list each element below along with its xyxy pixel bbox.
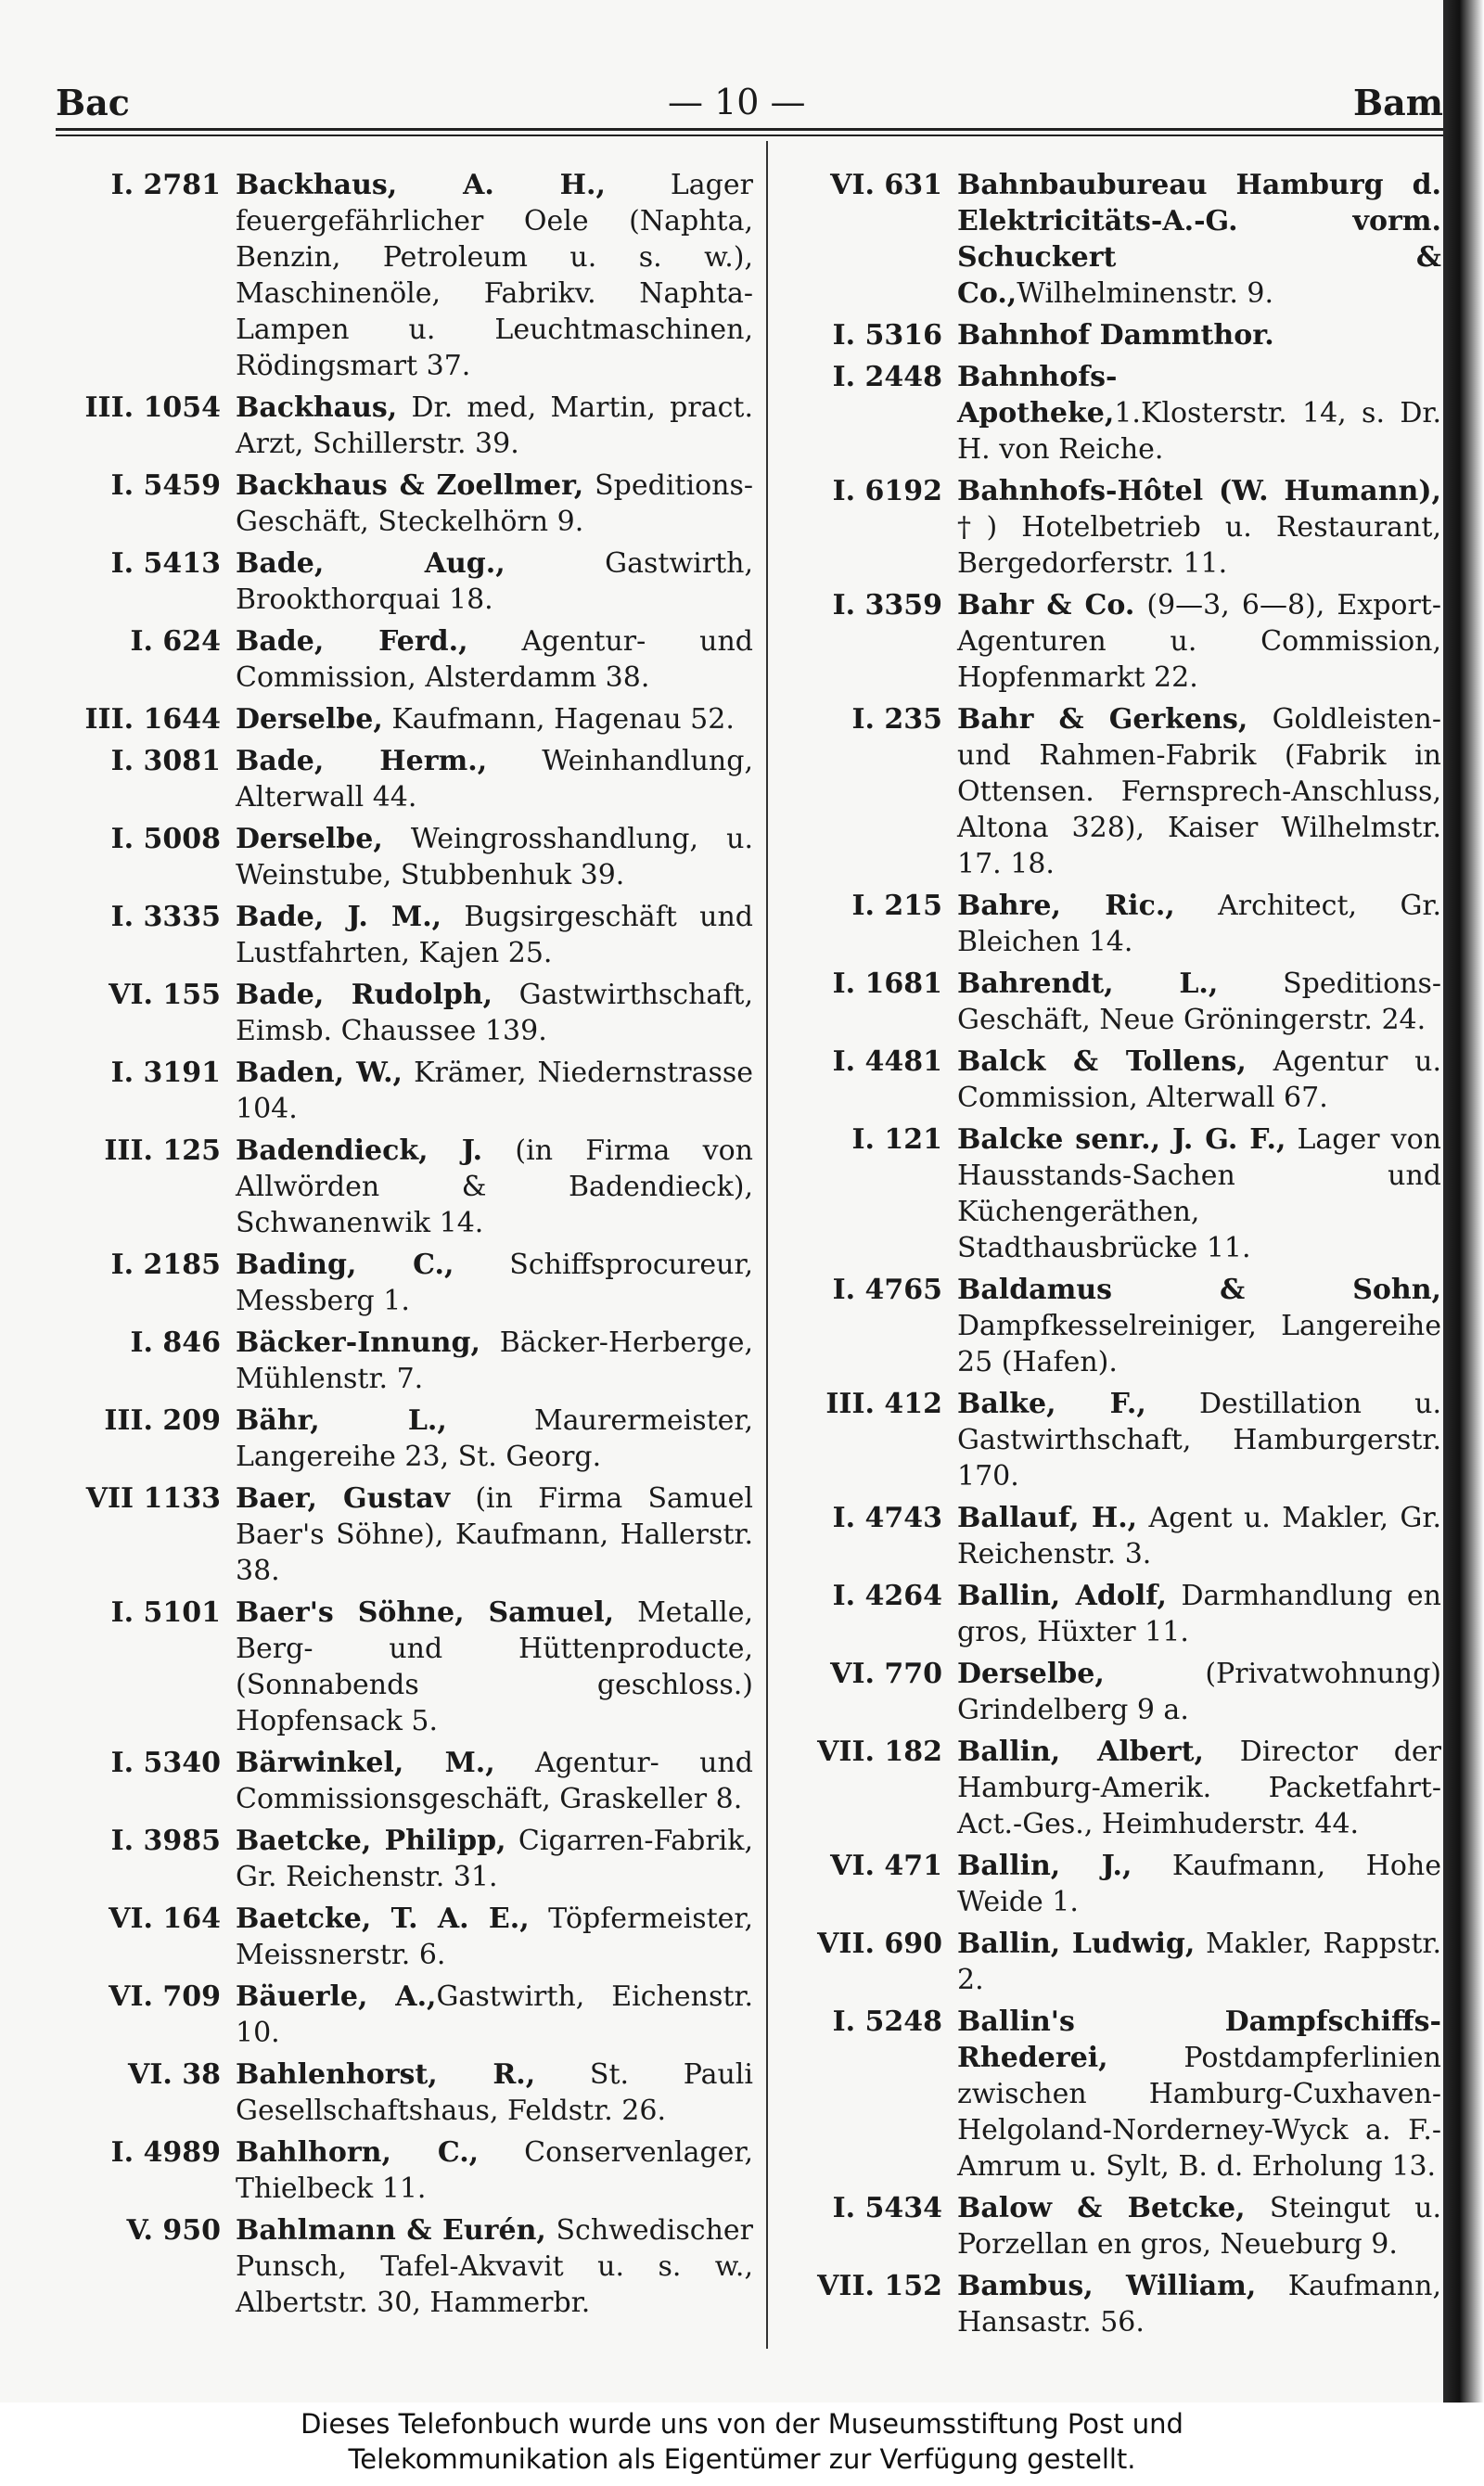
entry-description: Wilhelminenstr. 9.	[1017, 277, 1274, 310]
directory-entry	[777, 317, 1441, 353]
entry-text	[236, 743, 753, 815]
entry-description: Cigarren-Fabrik, Gr. Reichenstr. 31.	[236, 1825, 753, 1893]
directory-entry	[777, 2190, 1441, 2262]
header-rule-secondary	[56, 135, 1443, 136]
entry-description: Director der Hamburg-Amerik. Packetfahrt-Act.-Ges., Heimhuderstr. 44.	[957, 1736, 1442, 1840]
entry-name: Bahlenhorst, R.,	[236, 2058, 536, 2091]
phone-number: VII. 182	[817, 1736, 942, 1768]
phone-number: I. 2185	[110, 1249, 221, 1281]
phone-number: VI. 770	[830, 1658, 942, 1690]
entry-text	[957, 888, 1441, 960]
entry-description: Makler, Rappstr. 2.	[957, 1928, 1441, 1996]
entry-description: Agentur- und Commissionsgeschäft, Graskeller 8.	[236, 1747, 753, 1815]
phone-number: I. 5248	[832, 2005, 942, 2038]
entry-text	[236, 1979, 753, 2051]
entry-text	[957, 966, 1441, 1038]
phone-number: VI. 631	[830, 169, 942, 201]
footer-line-1: Dieses Telefonbuch wurde uns von der Museumsstiftung Post und	[301, 2408, 1183, 2440]
directory-entry	[56, 743, 753, 815]
phone-number: III. 1054	[84, 391, 221, 424]
phone-number: VII. 690	[817, 1928, 942, 1960]
entry-text	[957, 473, 1441, 582]
entry-name: Baldamus & Sohn,	[957, 1274, 1441, 1306]
entry-text	[236, 1325, 753, 1397]
directory-entry	[777, 1044, 1441, 1116]
entry-name: Ballauf, H.,	[957, 1502, 1138, 1534]
phone-number: I. 624	[130, 625, 221, 658]
entry-text	[957, 1578, 1441, 1650]
entry-name: Baetcke, Philipp,	[236, 1825, 506, 1857]
entry-name: Ballin, J.,	[957, 1850, 1132, 1882]
directory-entry	[56, 1901, 753, 1973]
phone-number: I. 4264	[832, 1580, 942, 1612]
directory-entry	[56, 899, 753, 971]
entry-description: Agent u. Makler, Gr. Reichenstr. 3.	[957, 1502, 1441, 1570]
directory-entry	[56, 468, 753, 540]
entry-name: Bähr, L.,	[236, 1404, 447, 1437]
entry-description: Agentur- und Commission, Alsterdamm 38.	[236, 625, 754, 694]
entry-name: Bade, Ferd.,	[236, 625, 468, 658]
entry-name: Badendieck, J.	[236, 1134, 483, 1167]
phone-number: I. 2781	[110, 169, 221, 201]
entry-text	[957, 1272, 1441, 1380]
directory-entry	[56, 2134, 753, 2207]
directory-entry	[777, 359, 1441, 468]
phone-number: V. 950	[126, 2214, 221, 2247]
entry-description: Gastwirthschaft, Eimsb. Chaussee 139.	[236, 979, 753, 1047]
entry-name: Bahnhof Dammthor.	[957, 319, 1274, 352]
directory-entry	[56, 2212, 753, 2321]
entry-text	[236, 977, 753, 1049]
directory-entry	[777, 1386, 1441, 1494]
entry-text	[236, 1055, 753, 1127]
entry-name: Balck & Tollens,	[957, 1045, 1247, 1078]
entry-description: Speditions-Geschäft, Steckelhörn 9.	[236, 469, 753, 538]
entry-text	[236, 1823, 753, 1895]
phone-number: VII 1133	[85, 1482, 221, 1515]
entry-description: Krämer, Niedernstrasse 104.	[236, 1057, 753, 1125]
entry-text	[236, 468, 753, 540]
entry-name: Ballin, Albert,	[957, 1736, 1204, 1768]
entry-description: Bugsirgeschäft und Lustfahrten, Kajen 25.	[236, 901, 753, 969]
entry-name: Bade, Herm.,	[236, 745, 488, 777]
phone-number: I. 3191	[110, 1057, 221, 1089]
phone-number: I. 4481	[832, 1045, 942, 1078]
directory-entry	[56, 1247, 753, 1319]
phone-number: I. 121	[851, 1123, 942, 1156]
phone-number: I. 215	[851, 890, 942, 922]
phone-number: I. 5340	[110, 1747, 221, 1779]
entry-description: Postdampferlinien zwischen Hamburg-Cuxhaven-Helgoland-Norderney-Wyck a. F.-Amrum u. Sylt, B. d. Erholung 13.	[957, 2042, 1441, 2183]
phone-number: I. 5316	[832, 319, 942, 352]
entry-name: Derselbe,	[236, 823, 383, 855]
entry-description: Lager von Hausstands-Sachen und Küchengeräthen, Stadthausbrücke 11.	[957, 1123, 1442, 1264]
entry-name: Bahlmann & Eurén,	[236, 2214, 546, 2247]
entry-name: Bahr & Gerkens,	[957, 703, 1248, 736]
right-column	[777, 167, 1441, 2346]
directory-entry	[777, 966, 1441, 1038]
directory-entry	[56, 545, 753, 618]
entry-description: Kaufmann, Hagenau 52.	[382, 703, 735, 736]
entry-description: Töpfermeister, Meissnerstr. 6.	[236, 1903, 753, 1971]
entry-name: Bade, Rudolph,	[236, 979, 493, 1011]
phone-number: I. 3359	[832, 589, 942, 622]
phone-number: I. 1681	[832, 967, 942, 1000]
entry-text	[957, 1734, 1441, 1842]
footer-notice	[0, 2403, 1484, 2486]
entry-description: Speditions-Geschäft, Neue Gröningerstr. 24.	[957, 967, 1441, 1036]
phone-number: VI. 709	[109, 1980, 221, 2013]
header-rule	[56, 128, 1443, 131]
entry-description: Destillation u. Gastwirthschaft, Hamburgerstr. 170.	[957, 1388, 1442, 1493]
phone-number: VI. 164	[109, 1903, 221, 1935]
phone-number: I. 235	[851, 703, 942, 736]
directory-entry	[56, 977, 753, 1049]
entry-description: †) Hotelbetrieb u. Restaurant, Bergedorferstr. 11.	[957, 511, 1441, 580]
entry-text	[957, 2004, 1441, 2185]
entry-text	[957, 1121, 1441, 1266]
phone-number: I. 4765	[832, 1274, 942, 1306]
entry-description: Dr. med, Martin, pract. Arzt, Schillerstr. 39.	[236, 391, 753, 460]
directory-entry	[777, 1121, 1441, 1266]
entry-text	[236, 2212, 753, 2321]
entry-name: Bahre, Ric.,	[957, 890, 1175, 922]
entry-text	[957, 1848, 1441, 1920]
entry-name: Bahnhofs-Apotheke,	[957, 361, 1118, 429]
directory-entry	[56, 1595, 753, 1739]
directory-entry	[777, 167, 1441, 312]
directory-entry	[56, 701, 753, 737]
entry-text	[236, 545, 753, 618]
entry-description: Darmhandlung en gros, Hüxter 11.	[957, 1580, 1441, 1648]
directory-entry	[777, 701, 1441, 882]
entry-text	[236, 821, 753, 893]
entry-name: Backhaus, A. H.,	[236, 169, 606, 201]
header-right-keyword: Bam	[1353, 82, 1443, 123]
entry-text	[236, 701, 753, 737]
phone-number: I. 5413	[110, 547, 221, 580]
directory-entry	[56, 390, 753, 462]
entry-text	[236, 1133, 753, 1241]
entry-description: Gastwirth, Brookthorquai 18.	[236, 547, 753, 616]
entry-name: Backhaus & Zoellmer,	[236, 469, 584, 502]
entry-name: Bahlhorn, C.,	[236, 2136, 480, 2169]
phone-number: I. 5008	[110, 823, 221, 855]
entry-name: Baer's Söhne, Samuel,	[236, 1596, 615, 1629]
phone-number: VI. 471	[830, 1850, 942, 1882]
entry-description: Weinhandlung, Alterwall 44.	[236, 745, 753, 814]
directory-entry	[56, 167, 753, 384]
phone-number: III. 125	[104, 1134, 221, 1167]
entry-text	[236, 899, 753, 971]
directory-entry	[56, 1480, 753, 1589]
entry-name: Derselbe,	[957, 1658, 1105, 1690]
directory-entry	[56, 1403, 753, 1475]
entry-description: 1.Klosterstr. 14, s. Dr. H. von Reiche.	[957, 397, 1441, 466]
entry-text	[957, 317, 1441, 353]
entry-description: Dampfkesselreiniger, Langereihe 25 (Hafen).	[957, 1310, 1441, 1378]
directory-entry	[777, 587, 1441, 696]
page-edge-shadow	[1443, 0, 1484, 2403]
entry-text	[236, 1247, 753, 1319]
entry-description: Maurermeister, Langereihe 23, St. Georg.	[236, 1404, 753, 1473]
phone-number: I. 4989	[110, 2136, 221, 2169]
entry-text	[957, 1926, 1441, 1998]
phone-number: I. 846	[130, 1326, 221, 1359]
directory-entry	[56, 1055, 753, 1127]
directory-entry	[777, 473, 1441, 582]
entry-description: Weingrosshandlung, u. Weinstube, Stubbenhuk 39.	[236, 823, 753, 891]
directory-entry	[56, 1325, 753, 1397]
entry-name: Balke, F.,	[957, 1388, 1146, 1420]
directory-entry	[777, 1272, 1441, 1380]
footer-line-2: Telekommunikation als Eigentümer zur Verfügung gestellt.	[348, 2443, 1136, 2475]
entry-name: Ballin's Dampfschiffs-Rhederei,	[957, 2005, 1441, 2074]
entry-description: Lager feuergefährlicher Oele (Naphta, Benzin, Petroleum u. s. w.), Maschinenöle, Fabrikv. Naphta-Lampen u. Leuchtmaschinen, Rödingsmart 37.	[236, 169, 753, 382]
directory-entry	[56, 1979, 753, 2051]
entry-description: (9—3, 6—8), Export-Agenturen u. Commission, Hopfenmarkt 22.	[957, 589, 1441, 694]
entry-name: Bahnbaubureau Hamburg d. Elektricitäts-A.-G. vorm. Schuckert & Co.,	[957, 169, 1441, 310]
entry-name: Bahnhofs-Hôtel (W. Humann),	[957, 475, 1441, 507]
directory-entry	[777, 2004, 1441, 2185]
entry-name: Backhaus,	[236, 391, 398, 424]
phone-number: I. 5434	[832, 2192, 942, 2224]
entry-name: Balcke senr., J. G. F.,	[957, 1123, 1286, 1156]
entry-name: Bäcker-Innung,	[236, 1326, 480, 1359]
directory-entry	[56, 2057, 753, 2129]
entry-name: Bärwinkel, M.,	[236, 1747, 495, 1779]
phone-number: VII. 152	[817, 2270, 942, 2302]
directory-entry	[777, 1500, 1441, 1572]
phone-number: III. 412	[825, 1388, 942, 1420]
entry-description: (in Firma Samuel Baer's Söhne), Kaufmann, Hallerstr. 38.	[236, 1482, 753, 1587]
entry-text	[957, 2190, 1441, 2262]
directory-entry	[777, 2268, 1441, 2340]
directory-entry	[777, 1734, 1441, 1842]
directory-entry	[56, 1133, 753, 1241]
entry-text	[957, 1044, 1441, 1116]
entry-name: Derselbe,	[236, 703, 383, 736]
phone-number: I. 4743	[832, 1502, 942, 1534]
entry-text	[957, 587, 1441, 696]
entry-name: Bading, C.,	[236, 1249, 454, 1281]
entry-text	[236, 167, 753, 384]
entry-name: Bade, Aug.,	[236, 547, 505, 580]
entry-name: Bade, J. M.,	[236, 901, 442, 933]
entry-text	[236, 1595, 753, 1739]
entry-text	[957, 701, 1441, 882]
entry-name: Bäuerle, A.,	[236, 1980, 437, 2013]
entry-text	[236, 1901, 753, 1973]
entry-description: Kaufmann, Hohe Weide 1.	[957, 1850, 1441, 1918]
phone-number: I. 3081	[110, 745, 221, 777]
entry-description: Kaufmann, Hansastr. 56.	[957, 2270, 1441, 2339]
entry-description: Bäcker-Herberge, Mühlenstr. 7.	[236, 1326, 753, 1395]
entry-description: (Privatwohnung) Grindelberg 9 a.	[957, 1658, 1441, 1726]
entry-description: Schiffsprocureur, Messberg 1.	[236, 1249, 753, 1317]
directory-entry	[777, 1926, 1441, 1998]
entry-text	[957, 167, 1441, 312]
left-column	[56, 167, 753, 2326]
directory-entry	[56, 623, 753, 696]
phone-number: I. 6192	[832, 475, 942, 507]
entry-text	[236, 1745, 753, 1817]
entry-description: St. Pauli Gesellschaftshaus, Feldstr. 26.	[236, 2058, 753, 2127]
phone-number: VI. 155	[109, 979, 221, 1011]
entry-description: Schwedischer Punsch, Tafel-Akvavit u. s. w., Albertstr. 30, Hammerbr.	[236, 2214, 753, 2319]
entry-description: Goldleisten- und Rahmen-Fabrik (Fabrik in Ottensen. Fernsprech-Anschluss, Altona 328), Kaiser Wilhelmstr. 17. 18.	[957, 703, 1441, 880]
entry-description: Metalle, Berg- und Hüttenproducte, (Sonnabends geschloss.) Hopfensack 5.	[236, 1596, 753, 1737]
directory-entry	[777, 1578, 1441, 1650]
entry-name: Ballin, Ludwig,	[957, 1928, 1196, 1960]
entry-text	[236, 2057, 753, 2129]
entry-description: Architect, Gr. Bleichen 14.	[957, 890, 1441, 958]
phone-number: III. 209	[104, 1404, 221, 1437]
entry-text	[957, 1656, 1441, 1728]
entry-description: Steingut u. Porzellan en gros, Neueburg 9.	[957, 2192, 1441, 2261]
entry-name: Baden, W.,	[236, 1057, 403, 1089]
directory-entry	[56, 821, 753, 893]
page-header	[56, 82, 1443, 126]
entry-text	[236, 2134, 753, 2207]
directory-entry	[56, 1745, 753, 1817]
entry-name: Bahrendt, L.,	[957, 967, 1219, 1000]
entry-name: Balow & Betcke,	[957, 2192, 1246, 2224]
entry-name: Bahr & Co.	[957, 589, 1135, 622]
phone-number: I. 5459	[110, 469, 221, 502]
phone-number: III. 1644	[84, 703, 221, 736]
directory-entry	[777, 1656, 1441, 1728]
entry-description: Agentur u. Commission, Alterwall 67.	[957, 1045, 1442, 1114]
entry-text	[957, 2268, 1441, 2340]
entry-description: (in Firma von Allwörden & Badendieck), Schwanenwik 14.	[236, 1134, 753, 1239]
directory-entry	[777, 1848, 1441, 1920]
phone-number: I. 5101	[110, 1596, 221, 1629]
column-divider	[766, 141, 768, 2349]
phone-number: VI. 38	[128, 2058, 221, 2091]
page-number: — 10 —	[668, 82, 806, 122]
entry-text	[236, 1480, 753, 1589]
directory-entry	[56, 1823, 753, 1895]
entry-text	[236, 623, 753, 696]
entry-name: Baetcke, T. A. E.,	[236, 1903, 530, 1935]
entry-text	[236, 390, 753, 462]
entry-description: Gastwirth, Eichenstr. 10.	[236, 1980, 753, 2049]
phone-number: I. 3335	[110, 901, 221, 933]
entry-description: Conservenlager, Thielbeck 11.	[236, 2136, 753, 2205]
entry-text	[957, 359, 1441, 468]
entry-text	[957, 1386, 1441, 1494]
entry-text	[957, 1500, 1441, 1572]
phone-number: I. 2448	[832, 361, 942, 393]
header-left-keyword: Bac	[56, 82, 130, 123]
entry-name: Bambus, William,	[957, 2270, 1257, 2302]
phone-number: I. 3985	[110, 1825, 221, 1857]
entry-name: Ballin, Adolf,	[957, 1580, 1167, 1612]
entry-name: Baer, Gustav	[236, 1482, 451, 1515]
entry-text	[236, 1403, 753, 1475]
directory-entry	[777, 888, 1441, 960]
